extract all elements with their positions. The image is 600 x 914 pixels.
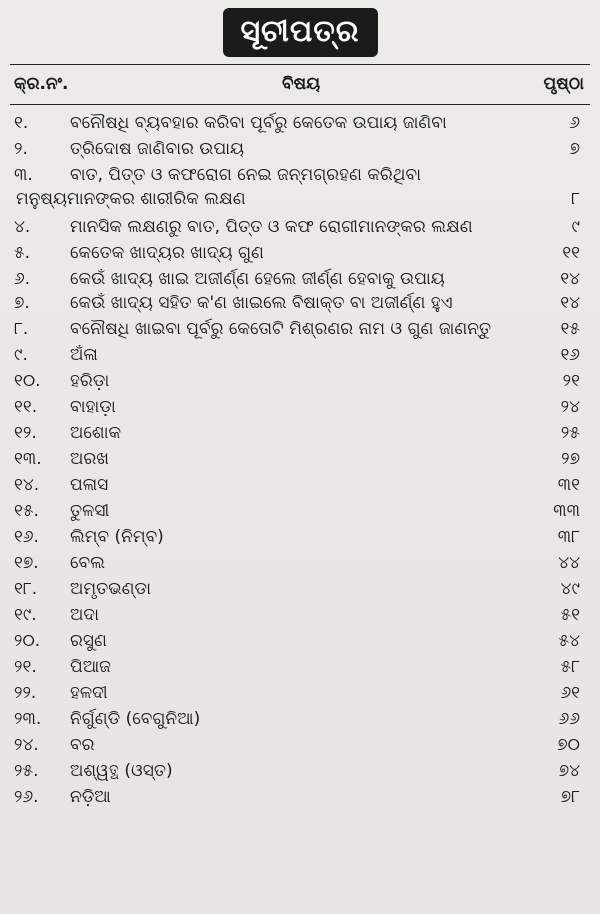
toc-row-number: ୭.	[14, 293, 30, 313]
toc-row-topic: ଲିମ୍ବ (ନିମ୍ବ)	[70, 527, 164, 547]
toc-row-page: ୬	[569, 113, 580, 133]
toc-row-number: ୧୭.	[14, 553, 39, 573]
toc-row-topic: ବନୌଷଧି ଖାଇବା ପୂର୍ବରୁ କେତୋଟି ମିଶ୍ରଣର ନାମ ଓ ଗୁଣ ଜାଣନ୍ତୁ	[70, 319, 492, 339]
header-serial: କ୍ର.ନଂ.	[14, 74, 69, 94]
toc-row-page: ୩୩	[553, 501, 580, 521]
toc-row-page: ୭୦	[557, 735, 580, 755]
toc-row-number: ୧୪.	[14, 475, 40, 495]
toc-row-page: ୭	[569, 139, 580, 159]
toc-row-number: ୩.	[14, 165, 33, 185]
toc-row-page: ୧୬	[560, 345, 580, 365]
toc-row-number: ୬.	[14, 269, 31, 289]
toc-row-topic: ରସୁଣ	[70, 631, 107, 651]
toc-row-number: ୮.	[14, 319, 29, 339]
toc-row-page: ୪୯	[560, 579, 580, 599]
toc-row-page: ୫୧	[560, 605, 580, 625]
header-page: ପୃଷ୍ଠା	[543, 74, 584, 94]
toc-row-topic: ତୁଳସୀ	[70, 501, 110, 521]
toc-row-topic: ବାତ, ପିତ୍ତ ଓ କଫରୋଗ ନେଇ ଜନ୍ମଗ୍ରହଣ କରିଥିବା	[70, 165, 421, 185]
toc-row-number: ୧୧.	[14, 397, 38, 417]
toc-row-page: ୨୪	[560, 397, 580, 417]
toc-row-number: ୨୬.	[14, 787, 39, 807]
page-title: ସୂଚୀପତ୍ର	[223, 8, 378, 57]
toc-row-number: ୧୨.	[14, 423, 37, 443]
toc-row-number: ୪.	[14, 217, 31, 237]
toc-row-page: ୬୬	[558, 709, 580, 729]
toc-row-topic: ଅଦା	[70, 605, 99, 625]
toc-row-page: ୮	[571, 189, 580, 209]
toc-row-page: ୨୧	[562, 371, 580, 391]
toc-row-topic: ପିଆଜ	[70, 657, 111, 677]
toc-row-topic: ଅମୃତଭଣ୍ଡା	[70, 579, 151, 599]
toc-row-number: ୨୧.	[14, 657, 37, 677]
toc-row-topic: ଅଶୋକ	[70, 423, 122, 443]
toc-row-number: ୧୦.	[14, 371, 41, 391]
toc-row-topic-continued: ମନୁଷ୍ୟମାନଙ୍କର ଶାରୀରିକ ଲକ୍ଷଣ	[16, 189, 246, 209]
toc-row-number: ୧୩.	[14, 449, 42, 469]
toc-row-topic: ବନୌଷଧି ବ୍ୟବହାର କରିବା ପୂର୍ବରୁ କେତେକ ଉପାୟ ଜାଣିବା	[70, 113, 447, 133]
toc-row-page: ୪୪	[558, 553, 580, 573]
toc-row-page: ୭୪	[558, 761, 580, 781]
toc-row-number: ୫.	[14, 243, 31, 263]
toc-row-number: ୨.	[14, 139, 28, 159]
header-rule	[10, 104, 590, 105]
toc-row-page: ୧୫	[560, 319, 580, 339]
toc-row-number: ୧୯.	[14, 605, 37, 625]
toc-row-topic: ଅଁଳା	[70, 345, 98, 365]
toc-row-number: ୨୫.	[14, 761, 39, 781]
toc-row-number: ୧୮.	[14, 579, 38, 599]
toc-row-topic: ନଡ଼ିଆ	[70, 787, 111, 807]
toc-row-topic: କେଉଁ ଖାଦ୍ୟ ସହିତ କ'ଣ ଖାଇଲେ ବିଷାକ୍ତ ବା ଅଜୀର୍ଣ୍ଣ ହୁଏ	[70, 293, 453, 313]
toc-row-page: ୯	[571, 217, 580, 237]
toc-row-page: ୧୪	[560, 269, 580, 289]
toc-row-page: ୩୧	[557, 475, 580, 495]
toc-row-topic: ବେଲ	[70, 553, 105, 573]
toc-row-topic: ଅଶ୍ୱତ୍ଥ (ଓସ୍ତ)	[70, 761, 173, 781]
toc-row-page: ୫୮	[560, 657, 580, 677]
toc-row-topic: ହଳଦୀ	[70, 683, 108, 703]
toc-row-page: ୩୮	[557, 527, 580, 547]
toc-row-topic: ବାହାଡ଼ା	[70, 397, 116, 417]
toc-row-page: ୫୪	[558, 631, 580, 651]
toc-row-number: ୨୩.	[14, 709, 42, 729]
toc-row-number: ୧୫.	[14, 501, 39, 521]
toc-row-topic: ଅରଖ	[70, 449, 110, 469]
top-rule	[10, 64, 590, 65]
toc-row-number: ୧୬.	[14, 527, 39, 547]
toc-row-number: ୨୪.	[14, 735, 39, 755]
toc-row-topic: ନିର୍ଗୁଣ୍ଡି (ବେଗୁନିଆ)	[70, 709, 201, 729]
toc-row-page: ୭୮	[560, 787, 580, 807]
toc-row-number: ୨୦.	[14, 631, 41, 651]
toc-row-number: ୯.	[14, 345, 28, 365]
toc-row-topic: କେତେକ ଖାଦ୍ୟର ଖାଦ୍ୟ ଗୁଣ	[70, 243, 264, 263]
toc-row-number: ୧.	[14, 113, 29, 133]
toc-row-page: ୧୧	[562, 243, 580, 263]
toc-row-page: ୨୫	[560, 423, 580, 443]
toc-row-topic: ବର	[70, 735, 95, 755]
header-topic: ବିଷୟ	[282, 74, 321, 94]
toc-row-topic: କେଉଁ ଖାଦ୍ୟ ଖାଇ ଅଜୀର୍ଣ୍ଣ ହେଲେ ଜୀର୍ଣ୍ଣ ହେବାକୁ ଉପାୟ	[70, 269, 445, 289]
table-header	[14, 72, 590, 100]
toc-row-topic: ତ୍ରିଦୋଷ ଜାଣିବାର ଉପାୟ	[70, 139, 245, 159]
toc-row-topic: ପଳାସ	[70, 475, 109, 495]
toc-row-topic: ମାନସିକ ଲକ୍ଷଣରୁ ବାତ, ପିତ୍ତ ଓ କଫ ରୋଗୀମାନଙ୍କର ଲକ୍ଷଣ	[70, 217, 473, 237]
toc-row-page: ୬୧	[560, 683, 580, 703]
toc-row-topic: ହରିଡ଼ା	[70, 371, 110, 391]
toc-row-page: ୨୭	[561, 449, 580, 469]
title-wrap	[0, 8, 600, 57]
toc-row-page: ୧୪	[560, 293, 580, 313]
toc-row-number: ୨୨.	[14, 683, 37, 703]
